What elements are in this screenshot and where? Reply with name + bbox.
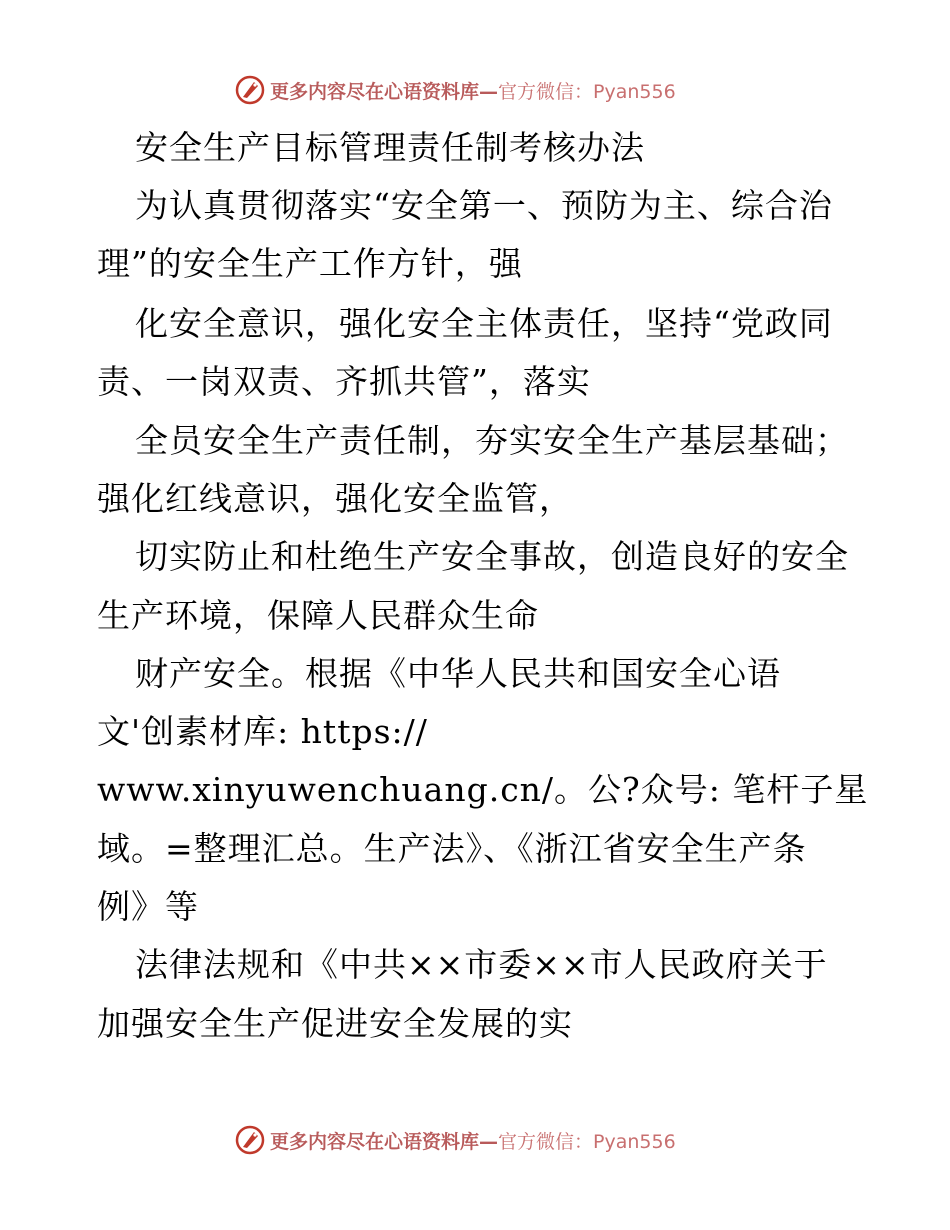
- banner-main-text: 更多内容尽在心语资料库—: [270, 80, 499, 103]
- header-watermark-banner: [0, 70, 950, 110]
- pen-nib-logo-icon: [234, 1124, 266, 1156]
- paragraph-line: 全员安全生产责任制，夯实安全生产基层基础；: [135, 421, 849, 460]
- banner-main-text: 更多内容尽在心语资料库—: [270, 1130, 499, 1153]
- banner-wechat-id: Pyan556: [593, 1130, 676, 1153]
- paragraph-line: 法律法规和《中共××市委××市人民政府关于: [135, 945, 828, 984]
- banner-wechat-label: 官方微信：: [498, 80, 594, 103]
- banner-text: [270, 77, 676, 104]
- banner-wechat-id: Pyan556: [593, 80, 676, 103]
- paragraph-line: 例》等: [97, 887, 199, 926]
- banner-wechat-label: 官方微信：: [498, 1130, 594, 1153]
- paragraph-line: 化安全意识，强化安全主体责任，坚持“党政同: [135, 304, 833, 343]
- paragraph-line: 理”的安全生产工作方针，强: [97, 244, 523, 283]
- paragraph-line: 切实防止和杜绝生产安全事故，创造良好的安全: [135, 537, 849, 576]
- paragraph-line: 生产环境，保障人民群众生命: [97, 596, 539, 635]
- banner-text: [270, 1127, 676, 1154]
- paragraph-line: 责、一岗双责、齐抓共管”，落实: [97, 362, 591, 401]
- paragraph-line: 加强安全生产促进安全发展的实: [97, 1004, 573, 1043]
- paragraph-line: www.xinyuwenchuang.cn/。公?众号: 笔杆子星: [97, 770, 869, 809]
- document-title: 安全生产目标管理责任制考核办法: [135, 128, 645, 167]
- footer-watermark-banner: [0, 1120, 950, 1160]
- paragraph-line: 域。=整理汇总。生产法》、《浙江省安全生产条: [97, 829, 807, 868]
- paragraph-line: 文'创素材库: https://: [97, 712, 428, 751]
- paragraph-line: 财产安全。根据《中华人民共和国安全心语: [135, 654, 781, 693]
- pen-nib-logo-icon: [234, 74, 266, 106]
- paragraph-line: 为认真贯彻落实“安全第一、预防为主、综合治: [135, 186, 833, 225]
- paragraph-line: 强化红线意识，强化安全监管，: [97, 479, 573, 518]
